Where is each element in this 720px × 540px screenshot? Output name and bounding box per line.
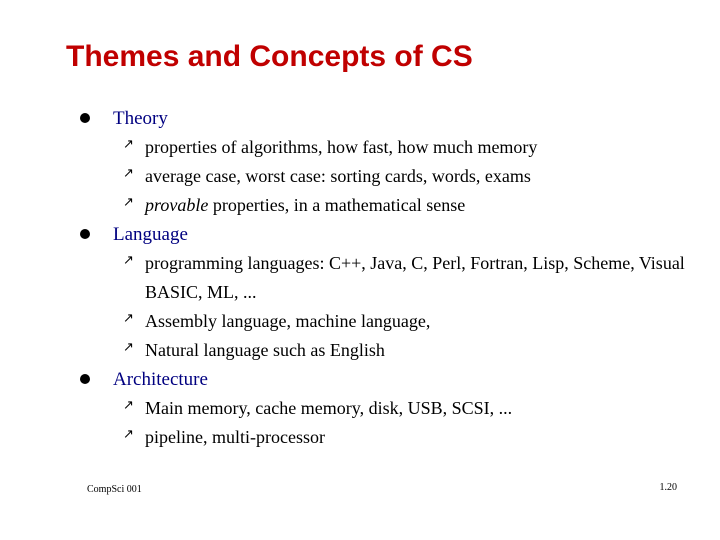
sub-item-text: Main memory, cache memory, disk, USB, SCSI, ...	[145, 398, 513, 418]
topic-theory	[80, 104, 700, 133]
topic-label: Architecture	[113, 369, 208, 390]
arrow-bullet-icon: ↗	[123, 137, 134, 152]
sub-item-text: properties, in a mathematical sense	[208, 195, 466, 215]
footer-course: CompSci 001	[87, 484, 142, 495]
sub-item-text: Assembly language, machine language,	[145, 311, 431, 331]
bullet-dot-icon	[80, 374, 90, 384]
bullet-dot-icon	[80, 229, 90, 239]
slide-title: Themes and Concepts of CS	[66, 40, 473, 73]
bullet-dot-icon	[80, 113, 90, 123]
topic-architecture	[80, 365, 700, 394]
sub-item-text: Natural language such as English	[145, 340, 385, 360]
topic-label: Language	[113, 224, 188, 245]
sub-item	[123, 307, 700, 336]
emphasis-text: provable	[145, 195, 209, 215]
sub-item	[123, 191, 700, 220]
sub-item-text: average case, worst case: sorting cards, words, exams	[145, 166, 531, 186]
arrow-bullet-icon: ↗	[123, 340, 134, 355]
arrow-bullet-icon: ↗	[123, 311, 134, 326]
sub-item	[123, 249, 700, 307]
footer-page-number: 1.20	[659, 482, 677, 493]
topic-language	[80, 220, 700, 249]
topic-label: Theory	[113, 108, 168, 129]
sub-item-text: pipeline, multi-processor	[145, 427, 325, 447]
sub-item	[123, 394, 700, 423]
sub-item	[123, 336, 700, 365]
arrow-bullet-icon: ↗	[123, 166, 134, 181]
arrow-bullet-icon: ↗	[123, 398, 134, 413]
sub-item-text: programming languages: C++, Java, C, Perl, Fortran, Lisp, Scheme, Visual BASIC, ML, ...	[145, 253, 685, 302]
sub-item	[123, 423, 700, 452]
sub-item-text: properties of algorithms, how fast, how much memory	[145, 137, 538, 157]
arrow-bullet-icon: ↗	[123, 195, 134, 210]
sub-item	[123, 133, 700, 162]
arrow-bullet-icon: ↗	[123, 427, 134, 442]
bullet-list	[80, 104, 700, 452]
sub-item	[123, 162, 700, 191]
arrow-bullet-icon: ↗	[123, 253, 134, 268]
